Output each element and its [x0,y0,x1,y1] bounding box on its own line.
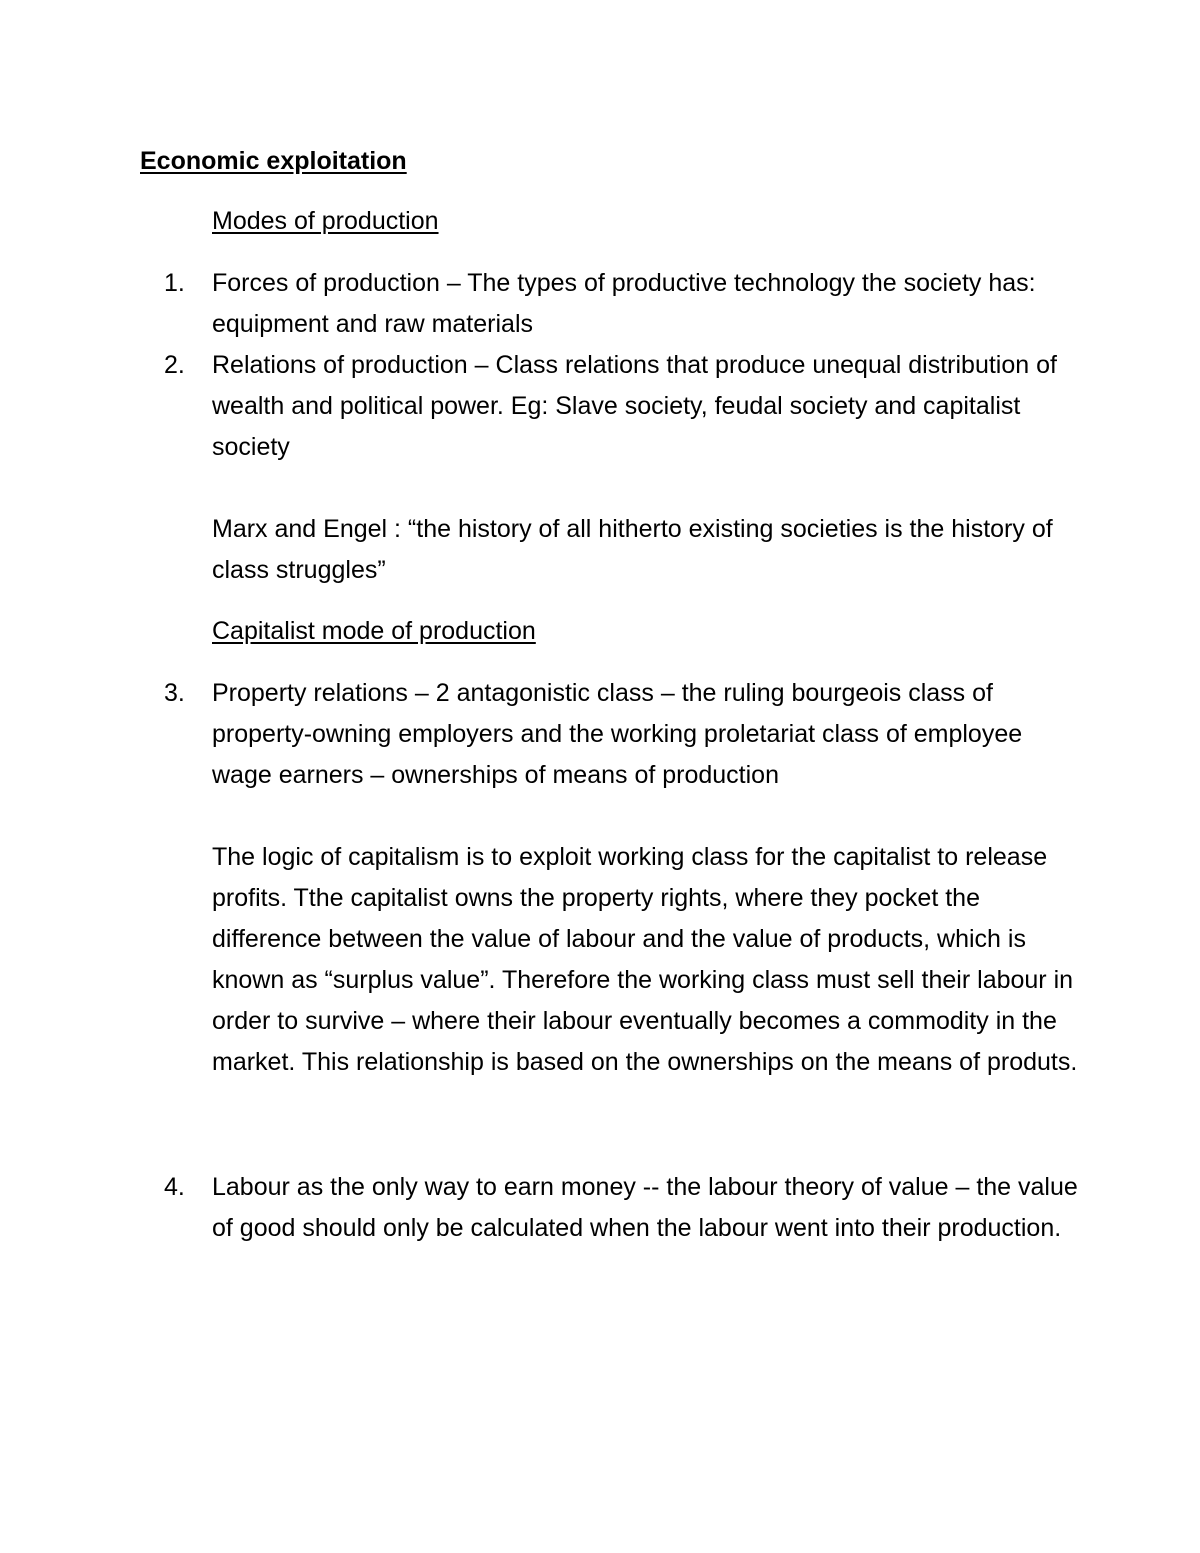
list-item-number: 3. [164,679,185,707]
logic-of-capitalism-paragraph: The logic of capitalism is to exploit working class for the capitalist to release profits. Tthe capitalist owns the property rights, where they pocket the difference between the value of labour and the value of products, which is known as “surplus value”. Therefore the working class must sell their labour in order to survive – where their labour eventually becomes a commodity in the market. This relationship is based on the ownerships on the means of produts. [212,843,1078,1076]
marx-engel-quote: Marx and Engel : “the history of all hitherto existing societies is the history of class struggles” [212,515,1053,584]
list-item-number: 4. [164,1173,185,1201]
list-item-text: Relations of production – Class relations that produce unequal distribution of wealth and political power. Eg: Slave society, feudal society and capitalist society [212,351,1057,461]
list-item-text: Labour as the only way to earn money -- the labour theory of value – the value of good should only be calculated when the labour went into their production. [212,1173,1078,1242]
list-item-text: Forces of production – The types of productive technology the society has: equipment and raw materials [212,269,1036,338]
list-item-text: Property relations – 2 antagonistic class – the ruling bourgeois class of property-owning employers and the working proletariat class of employee wage earners – ownerships of means of production [212,679,1023,789]
list-item-number: 1. [164,269,185,297]
section-heading-capitalist-mode: Capitalist mode of production [212,617,536,645]
list-item-number: 2. [164,351,185,379]
document-title: Economic exploitation [140,147,407,175]
section-heading-modes-of-production: Modes of production [212,207,439,235]
